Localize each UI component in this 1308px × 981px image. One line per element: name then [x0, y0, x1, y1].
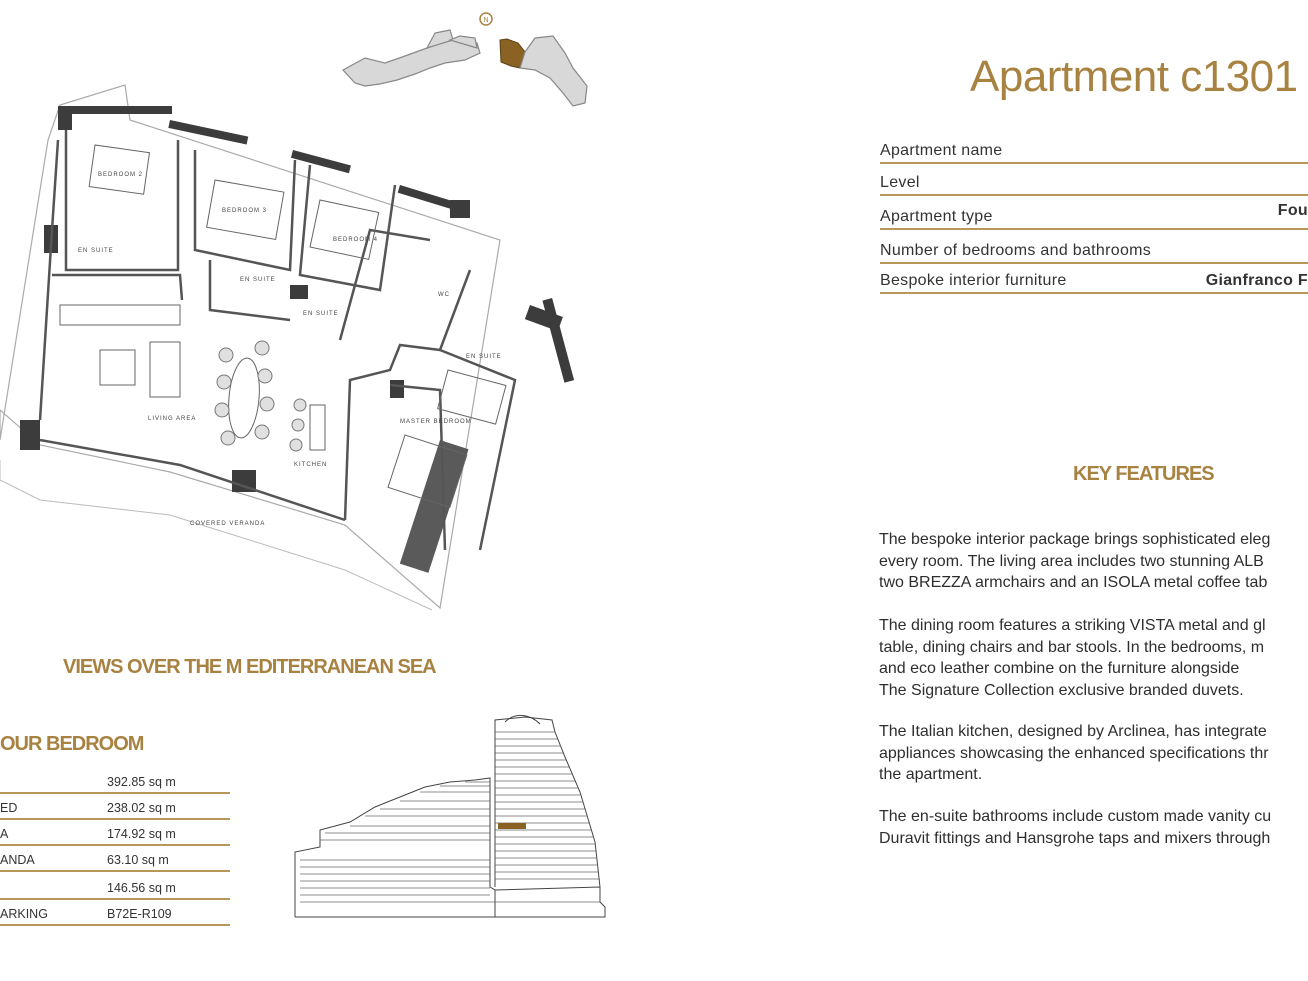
feature-paragraph: The Italian kitchen, designed by Arclinea, has integrate appliances showcasing the enhanced specifications thr the apartment. [879, 723, 1269, 783]
building-elevation [290, 712, 610, 924]
area-row [0, 794, 230, 820]
area-label: A [0, 827, 9, 841]
info-label: Apartment type [880, 208, 993, 225]
info-label: Bespoke interior furniture [880, 272, 1067, 289]
info-label: Apartment name [880, 142, 1003, 159]
area-value: 63.10 sq m [107, 853, 169, 867]
room-label-covered-veranda: COVERED VERANDA [190, 521, 266, 527]
room-label-en-suite-3: EN SUITE [303, 311, 339, 317]
area-row [0, 846, 230, 872]
apartment-info-table [880, 138, 1308, 294]
info-row [880, 164, 1308, 196]
info-row [880, 138, 1308, 164]
room-label-living-area: LIVING AREA [148, 416, 197, 422]
room-label-wc: WC [438, 292, 450, 298]
area-row [0, 820, 230, 846]
room-label-en-suite-2: EN SUITE [240, 277, 276, 283]
area-label: ARKING [0, 907, 48, 921]
info-label: Number of bedrooms and bathrooms [880, 242, 1152, 259]
area-label: ED [0, 801, 18, 815]
area-row [0, 768, 230, 794]
views-title: VIEWS OVER THE M EDITERRANEAN SEA [63, 656, 436, 678]
bedroom-type-title: OUR BEDROOM [0, 733, 144, 755]
area-table [0, 768, 230, 926]
area-row [0, 900, 230, 926]
floor-plan [0, 80, 575, 615]
room-label-master-bedroom: MASTER BEDROOM [400, 419, 472, 425]
area-value: 146.56 sq m [107, 881, 176, 895]
area-value: 174.92 sq m [107, 827, 176, 841]
info-row [880, 230, 1308, 264]
key-features-title: KEY FEATURES [1073, 463, 1214, 485]
room-label-en-suite-1: EN SUITE [78, 248, 114, 254]
page-title: Apartment c1301 [970, 52, 1298, 101]
area-value: 238.02 sq m [107, 801, 176, 815]
area-value: 392.85 sq m [107, 775, 176, 789]
info-row [880, 196, 1308, 230]
feature-paragraph: The en-suite bathrooms include custom made vanity cu Duravit fittings and Hansgrohe taps and mixers through [879, 808, 1272, 847]
info-label: Level [880, 174, 920, 191]
room-label-kitchen: KITCHEN [294, 462, 328, 468]
area-label: ANDA [0, 853, 35, 867]
area-row [0, 872, 230, 900]
apartment-floor-marker [498, 823, 526, 829]
room-label-bedroom-3: BEDROOM 3 [222, 208, 268, 214]
feature-paragraph: The bespoke interior package brings sophisticated eleg every room. The living area includes two stunning ALB two BREZZA armchairs and an ISOLA metal coffee tab [879, 531, 1271, 591]
info-value: Gianfranco F [1205, 272, 1308, 289]
room-label-en-suite-4: EN SUITE [466, 354, 502, 360]
feature-paragraph: The dining room features a striking VISTA metal and gl table, dining chairs and bar stools. In the bedrooms, m and eco leather combine on the furniture alongside The Signature Collection exclusive branded duvets. [879, 617, 1266, 699]
room-label-bedroom-2: BEDROOM 2 [98, 172, 144, 178]
compass-label: N [483, 17, 489, 24]
area-value: B72E-R109 [107, 907, 172, 921]
info-value: Fou [1277, 202, 1308, 219]
room-label-bedroom-4: BEDROOM 4 [333, 237, 379, 243]
info-row [880, 264, 1308, 294]
